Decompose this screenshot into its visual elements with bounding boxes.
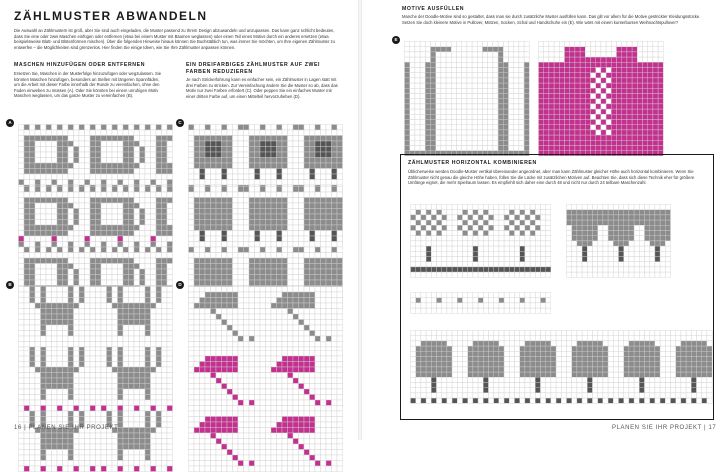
section-title-add-remove: MASCHEN HINZUFÜGEN ODER ENTFERNEN xyxy=(14,62,146,68)
badge-a: A xyxy=(6,119,14,127)
section-title-combine: ZÄHLMUSTER HORIZONTAL KOMBINIEREN xyxy=(408,160,537,166)
intro-left: Die Auswahl an Zählmustern ist groß, aber Sie sind auch eingeladen, die Muster passend zu Ihrem Design abzuwandeln und anzupassen. Das kann ganz schlicht bedeuten, dass Sie eine oder zwei Maschen einfügen oder entfernen (etwa bei einem Muster mit Bäumen weglassen) oder einen Teil eines Motivs durch ein anderes ersetzen (etwa beispielsweise Blatt- und Blütenformen mischen). Über die folgenden Hinweise hinaus können Sie Buchstäblich tun, was immer Sie möchten, um Ihre eigenen Zählmuster zu entwerfen – die Möglichkeiten sind grenzenlos. Hier finden Sie einige Ideen, wie Sie Ihre Zählmuster anpassen können. xyxy=(14,28,335,50)
badge-b: B xyxy=(6,281,14,289)
section-title-three-colors: EIN DREIFARBIGES ZÄHLMUSTER AUF ZWEI FARBEN REDUZIEREN xyxy=(186,62,321,75)
chart-dots-row xyxy=(410,292,551,314)
badge-c: C xyxy=(176,119,184,127)
section-text-combine: Üblicherweise werden Doodle-Muster vertikal übereinander angeordnet, aber man kann Zählmuster gleicher Höhe auch horizontal kombinieren. Wenn Sie Zählmuster nicht genau die gleiche Höhe haben, füllen Sie die Lücke mit zusätzlichen Motiven auf. Beachten Sie, dass sich diese Technik eher für größere Umfänge eignet, die mehr Spielraum lassen. Es empfiehlt sich daher eine durch 48 und nicht nur durch 24 teilbare Maschenzahl. xyxy=(408,169,695,186)
page-title-left: ZÄHLMUSTER ABWANDELN xyxy=(14,9,208,23)
badge-e: E xyxy=(392,36,400,44)
section-text-fill-motifs: Manche der Doodle-Motive sind so gestaltet, dass man sie durch zusätzliche Muster ausfüllen kann. Das gilt vor allem für die Motive gestrickter Kleidungsstücke. Setzen Sie doch kleinere Motive in Pullover, Mützen, Socken, Schal und Handschuhe ein (E). Wie wärs mit einem kunterbunten Weihnachtspullover? xyxy=(402,14,701,25)
right-page xyxy=(362,0,720,440)
chart-deer-simplified xyxy=(18,350,173,472)
page-footer-left: 16 | PLANEN SIE IHR PROJEKT xyxy=(14,425,119,431)
chart-combined-row-1 xyxy=(410,204,551,278)
chart-sweater-filled xyxy=(538,41,664,156)
badge-d: D xyxy=(176,281,184,289)
page-footer-right: PLANEN SIE IHR PROJEKT | 17 xyxy=(612,425,717,431)
left-page xyxy=(0,0,358,440)
chart-sweater-outline xyxy=(404,41,530,156)
chart-combined-row-2 xyxy=(410,330,713,404)
chart-umbrella-three-color xyxy=(188,350,343,472)
section-title-fill-motifs: MOTIVE AUSFÜLLEN xyxy=(402,6,465,12)
section-text-add-remove: Ersetzen Sie, Maschen in der Musterfolge hinzuzufügen oder wegzulassen. Sie könnten Maschen hinzufügen, besonders an Stellen mit längeren Spannfäden, um die Arbeit mit dieser Farbe innerhalb der Runde zu vereinfachen, ohne den Faden einweben zu müssen (A). Oder Sie könnten bei einem unruhigen Motiv Maschen weglassen, um das ganze Muster zu vereinfachen (B). xyxy=(14,71,162,99)
chart-trees-row xyxy=(566,204,671,278)
section-text-three-colors: Je nach Strickerfahrung kann es einfacher sein, ein Zählmuster in Lagen statt mit drei Farben zu stricken. Zur Vereinfachung ändern Sie die Muster so ab, dass das Motiv nur zwei Farben erfordert (C). Oder peppen Sie ein einfaches Muster mit einer dritten Farbe auf, um einen Mittelteil hervorzuheben (D). xyxy=(186,77,338,99)
